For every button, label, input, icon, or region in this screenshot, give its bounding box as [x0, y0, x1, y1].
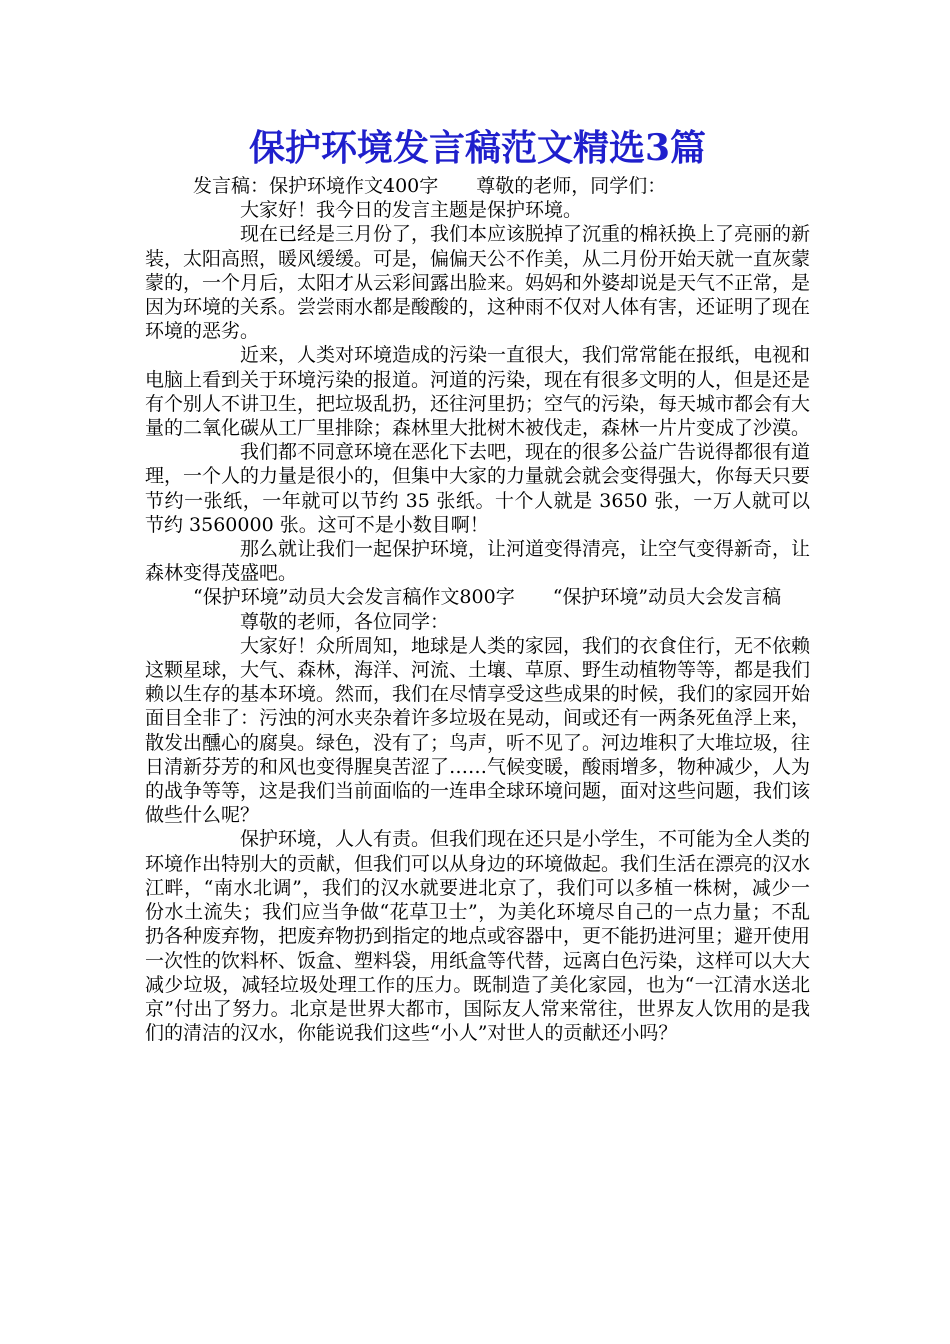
paragraph-meta-2: “保护环境”动员大会发言稿作文800字 “保护环境”动员大会发言稿 — [193, 586, 782, 609]
paragraph: 大家好！我今日的发言主题是保护环境。 — [240, 199, 583, 222]
paragraph: 近来，人类对环境造成的污染一直很大，我们常常能在报纸，电视和电脑上看到关于环境污染的报道。河道的污染，现在有很多文明的人，但是还是有个别人不讲卫生，把垃圾乱扔，还往河里扔；空气的污染，每天城市都会有大量的二氧化碳从工厂里排除；森林里大批树木被伐走，森林一片片变成了沙漠。 — [145, 344, 811, 440]
paragraph-meta-1: 发言稿：保护环境作文400字 尊敬的老师，同学们： — [193, 175, 667, 197]
document-page — [145, 122, 810, 1045]
paragraph: 我们都不同意环境在恶化下去吧，现在的很多公益广告说得都很有道理，一个人的力量是很小的，但集中大家的力量就会就会变得强大，你每天只要节约一张纸，一年就可以节约 35 张纸。十个人就是 3650 张，一万人就可以节约 3560000 张。这可不是小数目啊！ — [145, 441, 811, 536]
paragraph: 保护环境，人人有责。但我们现在还只是小学生，不可能为全人类的环境作出特别大的贡献，但我们可以从身边的环境做起。我们生活在漂亮的汉水江畔，“南水北调”，我们的汉水就要进北京了，我们可以多植一株树，减少一份水土流失；我们应当争做“花草卫士”，为美化环境尽自己的一点力量；不乱扔各种废弃物，把废弃物扔到指定的地点或容器中，更不能扔进河里；避开使用一次性的饮料杯、饭盒、塑料袋，用纸盒等代替，远离白色污染，这样可以大大减少垃圾，减轻垃圾处理工作的压力。既制造了美化家园，也为“一江清水送北京”付出了努力。北京是世界大都市，国际友人常来常往，世界友人饮用的是我们的清洁的汉水，你能说我们这些“小人”对世人的贡献还小吗？ — [145, 828, 811, 1045]
document-title: 保护环境发言稿范文精选3篇 — [248, 127, 707, 169]
paragraph: 现在已经是三月份了，我们本应该脱掉了沉重的棉袄换上了亮丽的新装，太阳高照，暖风缓缓。可是，偏偏天公不作美，从二月份开始天就一直灰蒙蒙的，一个月后，太阳才从云彩间露出脸来。妈妈和外婆却说是天气不正常，是因为环境的关系。尝尝雨水都是酸酸的，这种雨不仅对人体有害，还证明了现在环境的恶劣。 — [145, 223, 811, 343]
paragraph: 尊敬的老师，各位同学： — [240, 610, 450, 633]
paragraph: 那么就让我们一起保护环境，让河道变得清亮，让空气变得新奇，让森林变得茂盛吧。 — [145, 538, 811, 585]
paragraph: 大家好！众所周知，地球是人类的家园，我们的衣食住行，无不依赖这颗星球，大气、森林，海洋、河流、土壤、草原、野生动植物等等，都是我们赖以生存的基本环境。然而，我们在尽情享受这些成果的时候，我们的家园开始面目全非了：污浊的河水夹杂着许多垃圾在晃动，间或还有一两条死鱼浮上来，散发出醺心的腐臭。绿色，没有了；鸟声，听不见了。河边堆积了大堆垃圾，往日清新芬芳的和风也变得腥臭苦涩了……气候变暖，酸雨增多，物种减少，人为的战争等等，这是我们当前面临的一连串全球环境问题，面对这些问题，我们该做些什么呢？ — [145, 634, 811, 827]
document-body — [145, 174, 810, 1045]
